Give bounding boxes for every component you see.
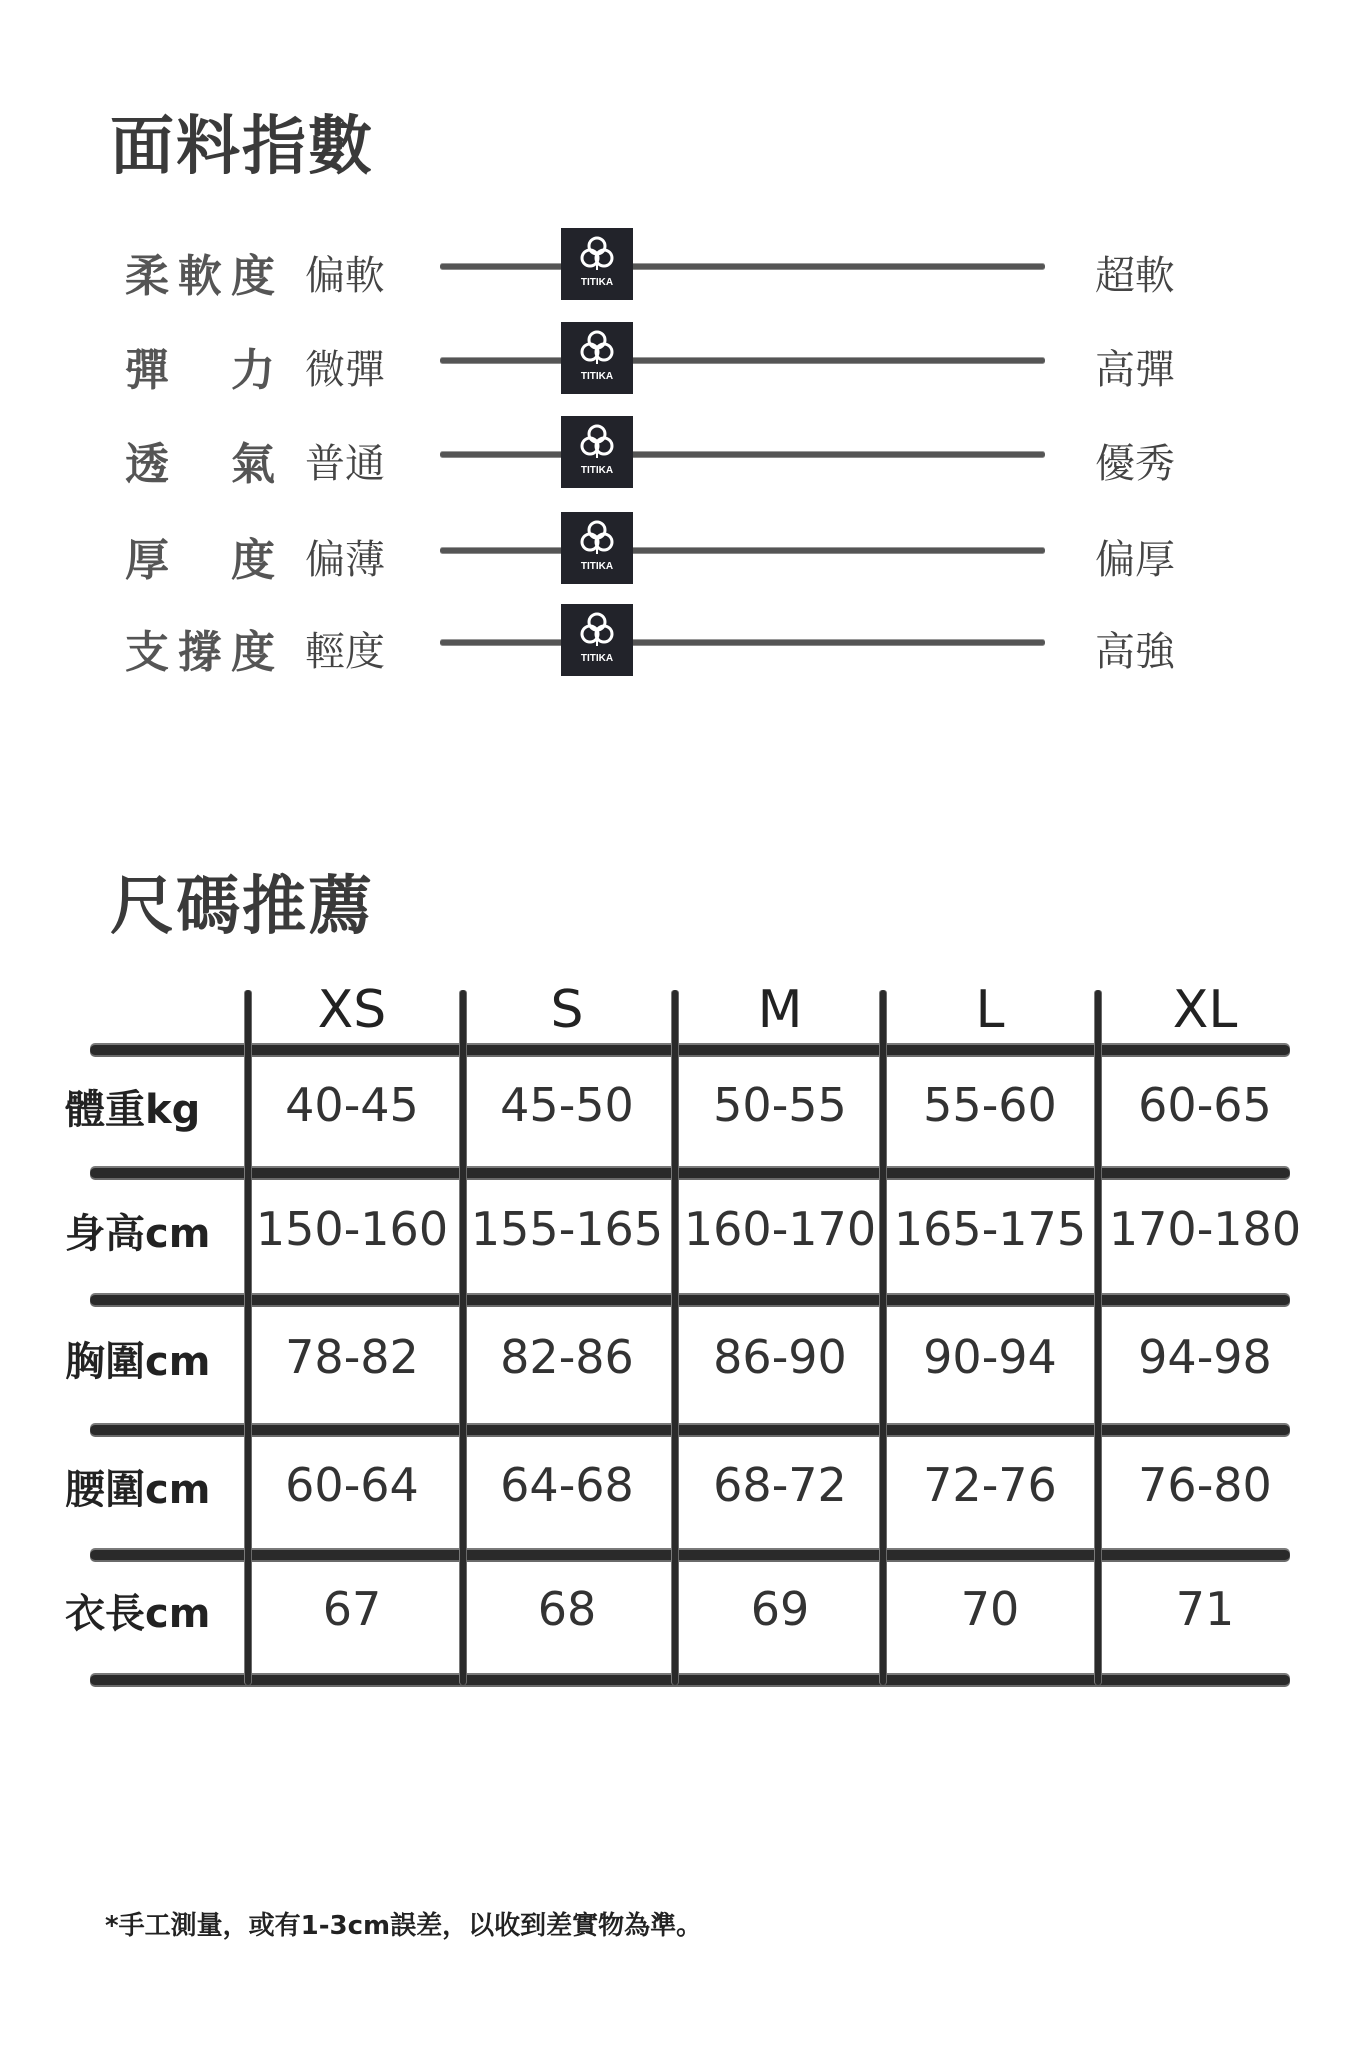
size-table-cell: 50-55 bbox=[713, 1078, 847, 1132]
scale-low-label: 微彈 bbox=[305, 347, 385, 393]
fabric-row bbox=[0, 512, 1365, 592]
brand-mark-text: TITIKA bbox=[581, 277, 614, 288]
brand-mark-text: TITIKA bbox=[581, 465, 614, 476]
fabric-row bbox=[0, 416, 1365, 496]
size-table-cell: 70 bbox=[960, 1582, 1020, 1636]
table-rule-horizontal bbox=[90, 1425, 1290, 1435]
scale-low-label: 偏軟 bbox=[305, 253, 385, 299]
fabric-row bbox=[0, 228, 1365, 308]
size-table-cell: 76-80 bbox=[1138, 1458, 1272, 1512]
size-table-cell: 94-98 bbox=[1138, 1330, 1272, 1384]
table-rule-horizontal bbox=[90, 1045, 1290, 1055]
measurement-footnote: *手工測量，或有1-3cm誤差，以收到差實物為準。 bbox=[105, 1911, 703, 1941]
titika-logo-marker bbox=[561, 322, 633, 394]
fabric-attribute-label: 彈力 bbox=[125, 345, 275, 396]
size-table-cell: 64-68 bbox=[500, 1458, 634, 1512]
scale-high-label: 高強 bbox=[1095, 629, 1175, 675]
size-table-cell: 82-86 bbox=[500, 1330, 634, 1384]
size-table-cell: 165-175 bbox=[893, 1202, 1087, 1256]
table-rule-horizontal bbox=[90, 1295, 1290, 1305]
scale-low-label: 偏薄 bbox=[305, 537, 385, 583]
fabric-index-title: 面料指數 bbox=[110, 110, 374, 184]
fabric-row bbox=[0, 604, 1365, 684]
size-column-header: XS bbox=[317, 980, 387, 1040]
trefoil-logo-icon bbox=[561, 512, 633, 584]
titika-logo-marker bbox=[561, 604, 633, 676]
size-row-label: 胸圍cm bbox=[65, 1339, 211, 1385]
table-rule-horizontal bbox=[90, 1675, 1290, 1685]
size-table-cell: 60-64 bbox=[285, 1458, 419, 1512]
titika-logo-marker bbox=[561, 228, 633, 300]
size-table-cell: 86-90 bbox=[713, 1330, 847, 1384]
size-table-cell: 150-160 bbox=[255, 1202, 449, 1256]
trefoil-logo-icon bbox=[561, 604, 633, 676]
brand-mark-text: TITIKA bbox=[581, 561, 614, 572]
fabric-row bbox=[0, 322, 1365, 402]
size-table-cell: 90-94 bbox=[923, 1330, 1057, 1384]
size-table-cell: 72-76 bbox=[923, 1458, 1057, 1512]
size-table-cell: 68-72 bbox=[713, 1458, 847, 1512]
size-table-cell: 55-60 bbox=[923, 1078, 1057, 1132]
fabric-attribute-label: 透氣 bbox=[125, 439, 275, 490]
scale-track bbox=[440, 358, 1045, 363]
scale-track bbox=[440, 548, 1045, 553]
brand-mark-text: TITIKA bbox=[581, 653, 614, 664]
trefoil-logo-icon bbox=[561, 228, 633, 300]
trefoil-logo-icon bbox=[561, 322, 633, 394]
size-table-cell: 78-82 bbox=[285, 1330, 419, 1384]
size-column-header: XL bbox=[1172, 980, 1238, 1040]
size-row-label: 腰圍cm bbox=[65, 1467, 211, 1513]
scale-high-label: 偏厚 bbox=[1095, 537, 1175, 583]
size-table bbox=[0, 970, 1365, 1690]
scale-high-label: 超軟 bbox=[1095, 253, 1175, 299]
scale-high-label: 優秀 bbox=[1095, 441, 1175, 487]
size-row-label: 體重kg bbox=[65, 1087, 201, 1133]
size-column-header: S bbox=[550, 980, 584, 1040]
titika-logo-marker bbox=[561, 416, 633, 488]
size-column-header: L bbox=[975, 980, 1005, 1040]
size-row-label: 衣長cm bbox=[65, 1591, 211, 1637]
titika-logo-marker bbox=[561, 512, 633, 584]
fabric-attribute-label: 支撐度 bbox=[125, 627, 275, 678]
size-row-label: 身高cm bbox=[65, 1211, 211, 1257]
size-column-header: M bbox=[757, 980, 803, 1040]
table-rule-horizontal bbox=[90, 1550, 1290, 1560]
size-table-cell: 60-65 bbox=[1138, 1078, 1272, 1132]
size-table-cell: 170-180 bbox=[1108, 1202, 1302, 1256]
size-table-cell: 68 bbox=[537, 1582, 597, 1636]
scale-low-label: 輕度 bbox=[305, 629, 385, 675]
trefoil-logo-icon bbox=[561, 416, 633, 488]
scale-high-label: 高彈 bbox=[1095, 347, 1175, 393]
brand-mark-text: TITIKA bbox=[581, 371, 614, 382]
size-table-cell: 155-165 bbox=[470, 1202, 664, 1256]
fabric-attribute-label: 厚度 bbox=[125, 535, 275, 586]
size-table-cell: 71 bbox=[1175, 1582, 1235, 1636]
scale-low-label: 普通 bbox=[305, 441, 385, 487]
size-table-cell: 45-50 bbox=[500, 1078, 634, 1132]
table-rule-horizontal bbox=[90, 1168, 1290, 1178]
scale-track bbox=[440, 264, 1045, 269]
fabric-attribute-label: 柔軟度 bbox=[125, 251, 275, 302]
size-table-cell: 160-170 bbox=[683, 1202, 877, 1256]
size-table-cell: 67 bbox=[322, 1582, 382, 1636]
size-table-cell: 69 bbox=[750, 1582, 810, 1636]
size-recommendation-title: 尺碼推薦 bbox=[110, 870, 374, 944]
size-table-cell: 40-45 bbox=[285, 1078, 419, 1132]
scale-track bbox=[440, 640, 1045, 645]
scale-track bbox=[440, 452, 1045, 457]
